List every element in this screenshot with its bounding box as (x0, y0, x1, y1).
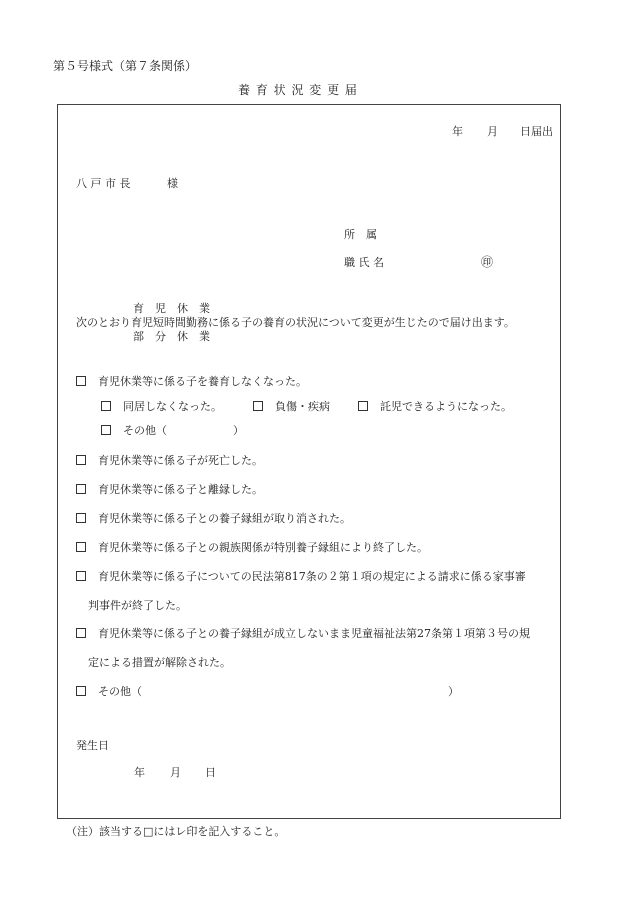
checkbox[interactable] (76, 484, 86, 494)
checkbox[interactable] (253, 401, 263, 411)
checklist-subitem-childcare-available[interactable]: 託児できるようになった。 (358, 401, 512, 412)
occurrence-year-label: 年 (134, 766, 145, 779)
occurrence-date-label: 発生日 (76, 739, 109, 752)
affiliation-label: 所 属 (344, 228, 377, 241)
form-title: 養 育 状 況 変 更 届 (238, 83, 358, 97)
checkbox[interactable] (76, 455, 86, 465)
checklist-subitem-other[interactable]: その他（ ） (101, 425, 244, 436)
occurrence-day-label: 日 (205, 766, 216, 779)
checklist-item-other[interactable]: その他（ (76, 686, 142, 697)
addressee-mayor: 八 戸 市 長 (76, 177, 131, 190)
addressee-honorific: 様 (167, 177, 178, 190)
name-label: 職 氏 名 (344, 256, 384, 269)
checklist-subitem-not-cohabiting[interactable]: 同居しなくなった。 (101, 401, 222, 412)
checkbox[interactable] (76, 571, 86, 581)
checklist-other-close-paren: ） (448, 685, 459, 698)
checklist-item-7-continuation: 定による措置が解除された。 (88, 656, 231, 669)
occurrence-month-label: 月 (170, 766, 181, 779)
checkbox[interactable] (76, 376, 86, 386)
checklist-item-7[interactable]: 育児休業等に係る子との養子縁組が成立しないまま児童福祉法第27条第１項第３号の規 (76, 628, 530, 639)
checklist-item-6[interactable]: 育児休業等に係る子についての民法第817条の２第１項の規定による請求に係る家事審 (76, 571, 526, 582)
seal-mark: ㊞ (481, 255, 494, 269)
form-number: 第５号様式（第７条関係） (53, 59, 198, 73)
checklist-item-3[interactable]: 育児休業等に係る子と離縁した。 (76, 484, 263, 495)
checklist-subitem-injury-illness[interactable]: 負傷・疾病 (253, 401, 330, 412)
checkbox[interactable] (358, 401, 368, 411)
submission-day-label: 日届出 (520, 125, 553, 138)
checkbox[interactable] (101, 425, 111, 435)
checkbox[interactable] (76, 628, 86, 638)
checkbox[interactable] (76, 513, 86, 523)
leave-option-childcare: 育 児 休 業 (133, 302, 210, 315)
checkbox[interactable] (101, 401, 111, 411)
checklist-item-1[interactable]: 育児休業等に係る子を養育しなくなった。 (76, 376, 307, 387)
checklist-item-2[interactable]: 育児休業等に係る子が死亡した。 (76, 455, 263, 466)
checkbox[interactable] (76, 542, 86, 552)
checklist-item-4[interactable]: 育児休業等に係る子との養子縁組が取り消された。 (76, 513, 351, 524)
submission-month-label: 月 (487, 125, 498, 138)
notice-sentence: 次のとおり育児短時間勤務に係る子の養育の状況について変更が生じたので届け出ます。 (76, 316, 515, 329)
submission-year-label: 年 (452, 125, 463, 138)
footnote: （注）該当する□にはレ印を記入すること。 (66, 825, 286, 838)
checkbox[interactable] (76, 686, 86, 696)
leave-option-partial: 部 分 休 業 (133, 330, 210, 343)
checklist-item-6-continuation: 判事件が終了した。 (88, 599, 187, 612)
checklist-item-5[interactable]: 育児休業等に係る子との親族関係が特別養子縁組により終了した。 (76, 542, 428, 553)
